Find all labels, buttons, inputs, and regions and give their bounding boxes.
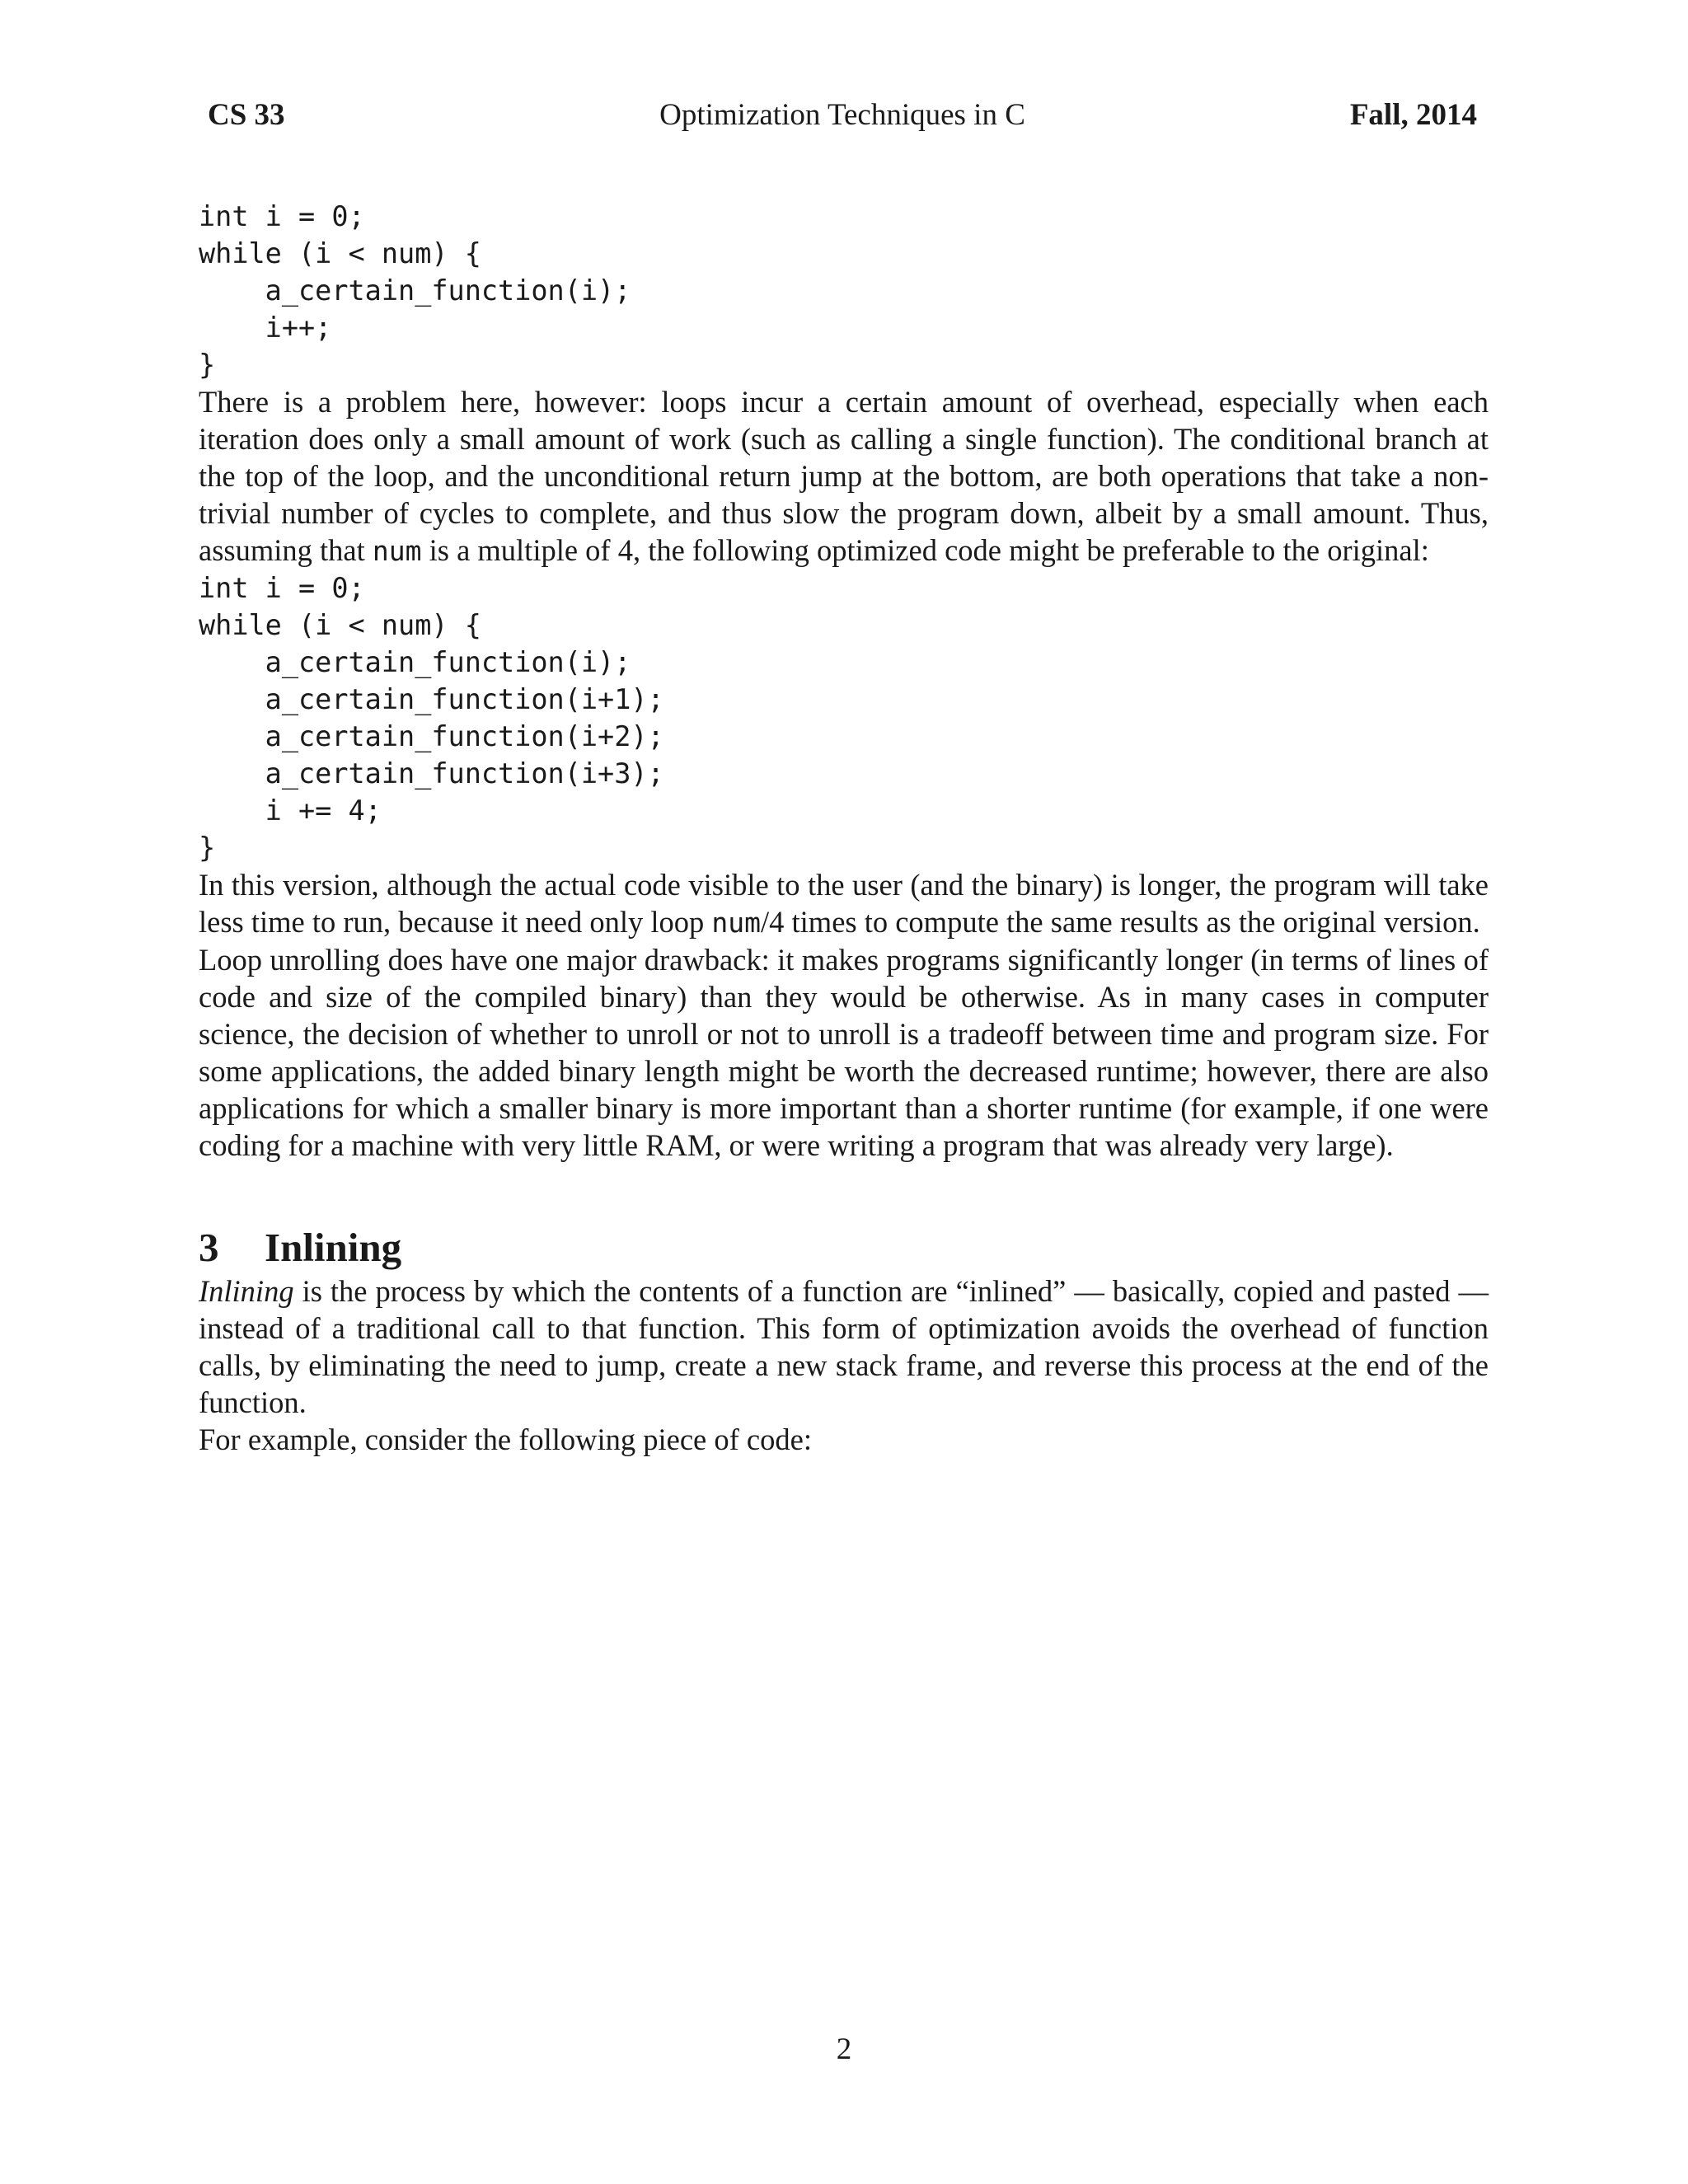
paragraph-inlining-definition [199, 1272, 1489, 1421]
inline-code-num: num [711, 907, 761, 939]
paragraph-example-intro: For example, consider the following piece of code: [199, 1422, 812, 1456]
code-block-original-loop: int i = 0; while (i < num) { a_certain_function(i); i++; } [199, 200, 631, 381]
page-number: 2 [836, 2032, 852, 2066]
inline-code-num: num [372, 535, 422, 567]
paragraph-text: is the process by which the contents of a function are “inlined” — basically, copied and pasted — instead of a traditional call to that function. This form of optimization avoids the overhead of function calls, by eliminating the need to jump, create a new stack frame, and reverse this process at the end of the function. [199, 1274, 1489, 1419]
emphasized-term: Inlining [199, 1274, 294, 1308]
paragraph-version-explanation [199, 866, 1489, 941]
code-block-unrolled-loop: int i = 0; while (i < num) { a_certain_function(i); a_certain_function(i+1); a_certain_function(i+2); a_certain_function(i+3); i += 4; } [199, 572, 664, 864]
page-header [208, 97, 1477, 143]
term-label: Fall, 2014 [1349, 98, 1477, 132]
paragraph-text: There is a problem here, however: loops incur a certain amount of overhead, especially when each iteration does only a small amount of work (such as calling a single function). The conditional branch at the top of the loop, and the unconditional return jump at the bottom, are both operations that take a non-trivial number of cycles to complete, and thus slow the program down, albeit by a small amount. Thus, assuming that [199, 385, 1489, 567]
paragraph-loop-overhead [199, 383, 1489, 569]
paragraph-text: is a multiple of 4, the following optimized code might be preferable to the original: [421, 533, 1429, 567]
paragraph-text: /4 times to compute the same results as the original version. [761, 905, 1480, 939]
page-content [199, 198, 1489, 1458]
section-number: 3 [199, 1225, 219, 1270]
paragraph-unrolling-drawback: Loop unrolling does have one major drawback: it makes programs significantly longer (in terms of lines of code and size of the compiled binary) than they would be otherwise. As in many cases in computer science, the decision of whether to unroll or not to unroll is a tradeoff between time and program size. For some applications, the added binary length might be worth the decreased runtime; however, there are also applications for which a smaller binary is more important than a shorter runtime (for example, if one were coding for a machine with very little RAM, or were writing a program that was already very large). [199, 943, 1489, 1162]
section-title: Inlining [265, 1225, 402, 1270]
document-title: Optimization Techniques in C [659, 98, 1025, 132]
paragraph-text: In this version, although the actual code visible to the user (and the binary) is longer, the program will take less time to run, because it need only loop [199, 868, 1489, 939]
course-label: CS 33 [208, 98, 285, 132]
section-heading [199, 1223, 1489, 1272]
